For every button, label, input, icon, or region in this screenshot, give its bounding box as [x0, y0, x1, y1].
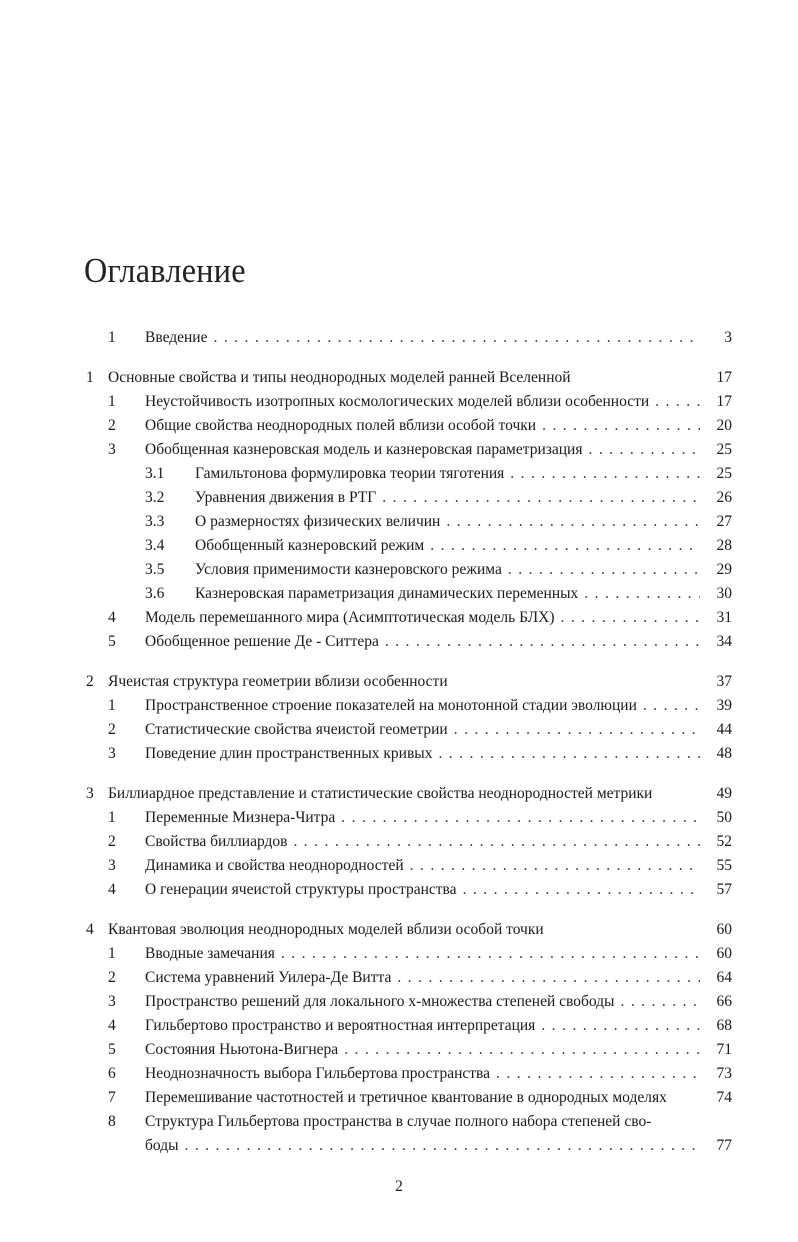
toc-entry-number: 3.3: [145, 513, 165, 530]
toc-entry-number: 1: [108, 393, 116, 410]
toc-entry-number: 3: [86, 785, 94, 802]
dot-leader: [508, 558, 700, 582]
toc-entry-title: Неоднозначность выбора Гильбертова пространства: [145, 1065, 491, 1082]
page-number: 2: [395, 1178, 403, 1195]
dot-leader: [293, 830, 700, 854]
toc-entry-page: 25: [716, 441, 732, 458]
toc-entry-number: 5: [108, 633, 116, 650]
dot-leader: [185, 1134, 701, 1158]
toc-entry-number: 3.6: [145, 585, 165, 602]
dot-leader: [438, 742, 700, 766]
toc-entry-number: 3: [108, 441, 116, 458]
dot-leader: [510, 462, 700, 486]
toc-entry-section[interactable]: [86, 854, 732, 878]
toc-entry-title: Гамильтонова формулировка теории тяготения: [195, 465, 505, 482]
toc-entry-title: боды: [145, 1137, 179, 1154]
toc-entry-title: Динамика и свойства неоднородностей: [145, 857, 404, 874]
toc-entry-section[interactable]: [86, 990, 732, 1014]
toc-entry-number: 3: [108, 857, 116, 874]
toc-entry-number: 3.5: [145, 561, 165, 578]
toc-entry-number: 3: [108, 993, 116, 1010]
toc-entry-section[interactable]: [86, 694, 732, 718]
table-of-contents: [86, 326, 732, 1158]
dot-leader: [588, 438, 700, 462]
toc-entry-subsection[interactable]: [86, 486, 732, 510]
toc-entry-number: 3: [108, 745, 116, 762]
toc-entry-section[interactable]: [86, 630, 732, 654]
toc-entry-page: 20: [716, 417, 732, 434]
page-title: Оглавление: [84, 251, 246, 291]
toc-entry-title: Пространственное строение показателей на монотонной стадии эволюции: [145, 697, 637, 714]
toc-entry-page: 44: [716, 721, 732, 738]
toc-entry-title: Условия применимости казнеровского режима: [195, 561, 502, 578]
toc-entry-title: Перемешивание частотностей и третичное квантование в однородных моделях: [145, 1089, 667, 1106]
toc-entry-page: 27: [716, 513, 732, 530]
toc-entry-number: 2: [108, 417, 116, 434]
dot-leader: [446, 510, 700, 534]
toc-entry-section[interactable]: [86, 1062, 732, 1086]
toc-entry-section[interactable]: [86, 966, 732, 990]
toc-entry-number: 1: [86, 369, 94, 386]
toc-entry-page: 71: [716, 1041, 732, 1058]
toc-entry-chapter[interactable]: [86, 366, 732, 390]
toc-entry-page: 26: [716, 489, 732, 506]
toc-entry-number: 5: [108, 1041, 116, 1058]
toc-entry-page: 49: [716, 785, 732, 802]
toc-entry-page: 64: [716, 969, 732, 986]
toc-entry-number: 1: [108, 697, 116, 714]
toc-entry-title: Казнеровская параметризация динамических переменных: [195, 585, 579, 602]
dot-leader: [655, 390, 700, 414]
toc-entry-title: Статистические свойства ячеистой геометрии: [145, 721, 448, 738]
toc-entry-title: Обобщенный казнеровский режим: [195, 537, 425, 554]
toc-entry-number: 2: [108, 969, 116, 986]
toc-entry-number: 2: [108, 833, 116, 850]
toc-entry-title: Уравнения движения в РТГ: [195, 489, 377, 506]
toc-entry-title: Переменные Мизнера-Читра: [145, 809, 336, 826]
toc-entry-page: 60: [716, 921, 732, 938]
toc-entry-section[interactable]: [86, 326, 732, 350]
toc-entry-title: Структура Гильбертова пространства в случае полного набора степеней сво-: [145, 1113, 652, 1130]
toc-entry-title: О генерации ячеистой структуры пространства: [145, 881, 457, 898]
toc-entry-section[interactable]: [86, 718, 732, 742]
toc-entry-page: 34: [716, 633, 732, 650]
toc-entry-section[interactable]: [86, 414, 732, 438]
dot-leader: [584, 582, 700, 606]
toc-entry-chapter[interactable]: [86, 670, 732, 694]
toc-entry-number: 1: [108, 809, 116, 826]
toc-entry-title: Гильбертово пространство и вероятностная интерпретация: [145, 1017, 536, 1034]
toc-entry-subsection[interactable]: [86, 534, 732, 558]
toc-entry-number: 2: [86, 673, 94, 690]
toc-entry-title: Пространство решений для локального x-множества степеней свободы: [145, 993, 615, 1010]
toc-entry-section[interactable]: [86, 1038, 732, 1062]
dot-leader: [213, 326, 700, 350]
dot-leader: [281, 942, 700, 966]
toc-entry-page: 66: [716, 993, 732, 1010]
dot-leader: [496, 1062, 700, 1086]
toc-entry-section[interactable]: [86, 878, 732, 902]
toc-entry-page: 39: [716, 697, 732, 714]
toc-entry-number: 4: [108, 609, 116, 626]
toc-entry-number: 8: [108, 1113, 116, 1130]
dot-leader: [382, 486, 700, 510]
toc-entry-number: 7: [108, 1089, 116, 1106]
toc-entry-subsection[interactable]: [86, 582, 732, 606]
toc-entry-number: 1: [108, 329, 116, 346]
toc-entry-title: Введение: [145, 329, 208, 346]
dot-leader: [541, 1014, 700, 1038]
toc-entry-title: Свойства биллиардов: [145, 833, 288, 850]
toc-entry-section[interactable]: [86, 1110, 732, 1134]
toc-entry-page: 73: [716, 1065, 732, 1082]
toc-entry-page: 17: [716, 369, 732, 386]
dot-leader: [410, 854, 700, 878]
toc-entry-subsection[interactable]: [86, 510, 732, 534]
toc-entry-number: 3.1: [145, 465, 165, 482]
toc-entry-title: Неустойчивость изотропных космологических моделей вблизи особенности: [145, 393, 650, 410]
toc-entry-page: 31: [716, 609, 732, 626]
dot-leader: [561, 606, 701, 630]
toc-entry-page: 37: [716, 673, 732, 690]
toc-entry-section[interactable]: [86, 806, 732, 830]
dot-leader: [341, 806, 700, 830]
toc-entry-page: 29: [716, 561, 732, 578]
toc-entry-section[interactable]: [86, 942, 732, 966]
toc-entry-title: Обобщенное решение Де - Ситтера: [145, 633, 379, 650]
toc-entry-number: 4: [108, 881, 116, 898]
toc-entry-title: Биллиардное представление и статистические свойства неоднородностей метрики: [108, 785, 653, 802]
toc-entry-page: 77: [716, 1137, 732, 1154]
toc-entry-title: Обобщенная казнеровская модель и казнеровская параметризация: [145, 441, 583, 458]
dot-leader: [344, 1038, 700, 1062]
toc-entry-subsection[interactable]: [86, 558, 732, 582]
toc-entry-section[interactable]: [86, 742, 732, 766]
toc-entry-page: 60: [716, 945, 732, 962]
toc-entry-page: 28: [716, 537, 732, 554]
toc-entry-page: 25: [716, 465, 732, 482]
toc-entry-number: 6: [108, 1065, 116, 1082]
dot-leader: [643, 694, 700, 718]
toc-entry-title: О размерностях физических величин: [195, 513, 441, 530]
toc-entry-number: 2: [108, 721, 116, 738]
toc-entry-chapter[interactable]: [86, 918, 732, 942]
toc-entry-page: 30: [716, 585, 732, 602]
toc-entry-page: 52: [716, 833, 732, 850]
toc-entry-section[interactable]: [86, 1086, 732, 1110]
toc-entry-title: Вводные замечания: [145, 945, 275, 962]
toc-entry-chapter[interactable]: [86, 782, 732, 806]
toc-entry-page: 48: [716, 745, 732, 762]
toc-entry-number: 3.4: [145, 537, 165, 554]
toc-entry-title: Состояния Ньютона-Вигнера: [145, 1041, 339, 1058]
dot-leader: [620, 990, 700, 1014]
toc-entry-page: 55: [716, 857, 732, 874]
toc-entry-section[interactable]: [86, 438, 732, 462]
toc-entry-page: 17: [716, 393, 732, 410]
toc-entry-title: Квантовая эволюция неоднородных моделей вблизи особой точки: [108, 921, 544, 938]
toc-entry-page: 57: [716, 881, 732, 898]
toc-entry-section[interactable]: [86, 606, 732, 630]
toc-entry-page: 50: [716, 809, 732, 826]
dot-leader: [463, 878, 700, 902]
toc-entry-number: 4: [86, 921, 94, 938]
toc-entry-section[interactable]: [86, 1014, 732, 1038]
toc-entry-number: 3.2: [145, 489, 165, 506]
toc-entry-continuation[interactable]: [86, 1134, 732, 1158]
toc-entry-subsection[interactable]: [86, 462, 732, 486]
dot-leader: [454, 718, 700, 742]
toc-entry-page: 3: [724, 329, 732, 346]
toc-entry-title: Система уравнений Уилера-Де Витта: [145, 969, 392, 986]
toc-entry-title: Основные свойства и типы неоднородных моделей ранней Вселенной: [108, 369, 571, 386]
toc-entry-section[interactable]: [86, 390, 732, 414]
toc-entry-page: 68: [716, 1017, 732, 1034]
toc-entry-page: 74: [716, 1089, 732, 1106]
toc-entry-number: 4: [108, 1017, 116, 1034]
toc-entry-number: 1: [108, 945, 116, 962]
dot-leader: [397, 966, 700, 990]
dot-leader: [542, 414, 700, 438]
dot-leader: [385, 630, 700, 654]
toc-entry-title: Общие свойства неоднородных полей вблизи особой точки: [145, 417, 537, 434]
dot-leader: [430, 534, 700, 558]
toc-entry-title: Поведение длин пространственных кривых: [145, 745, 433, 762]
toc-entry-section[interactable]: [86, 830, 732, 854]
toc-entry-title: Модель перемешанного мира (Асимптотическая модель БЛХ): [145, 609, 555, 626]
toc-entry-title: Ячеистая структура геометрии вблизи особенности: [108, 673, 448, 690]
